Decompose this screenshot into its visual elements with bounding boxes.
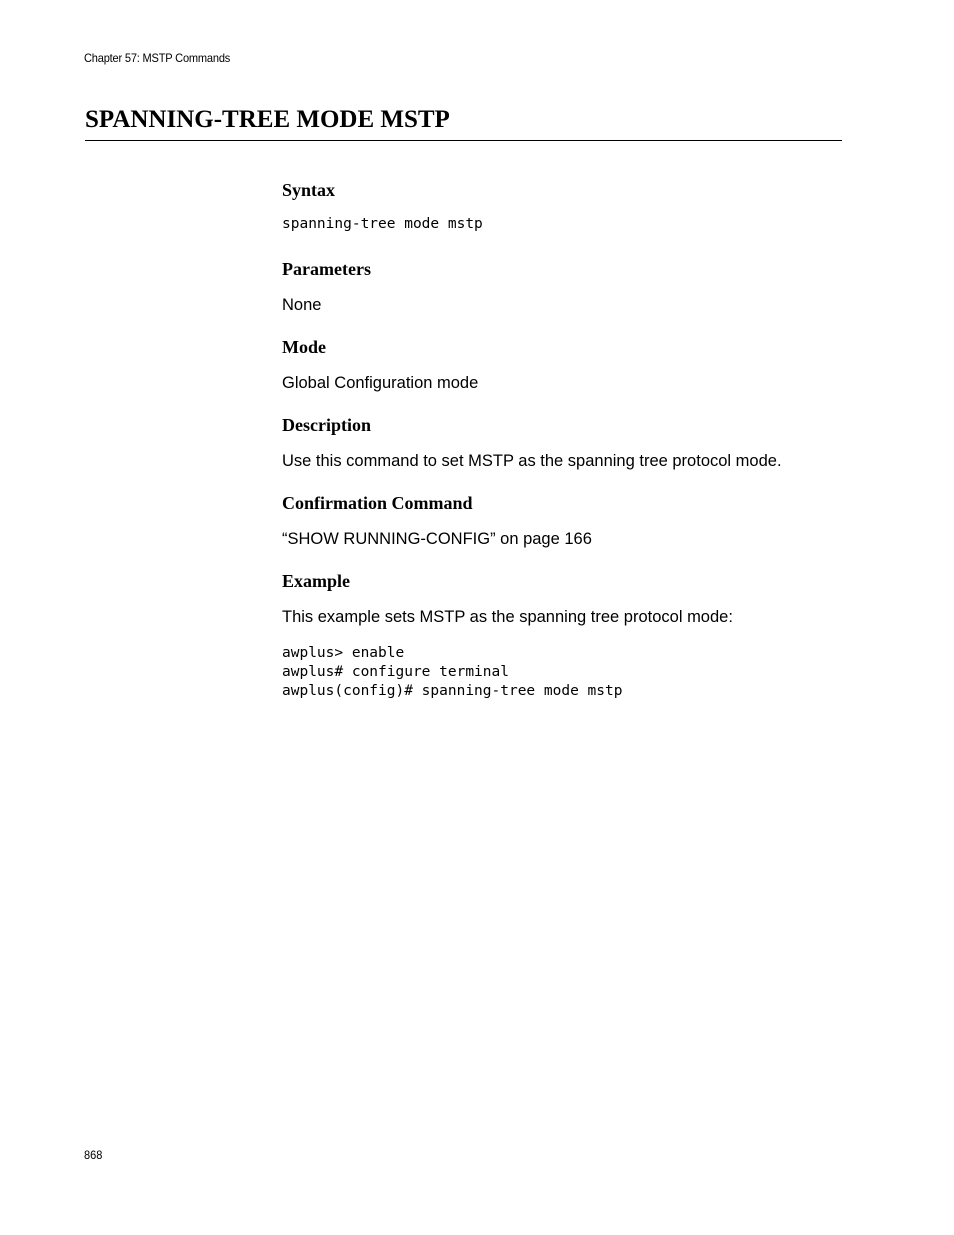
- syntax-heading: Syntax: [282, 180, 336, 200]
- description-heading: Description: [282, 415, 371, 435]
- parameters-heading: Parameters: [282, 259, 371, 279]
- title-rule: [85, 140, 842, 141]
- example-code-line: awplus(config)# spanning-tree mode mstp: [282, 683, 623, 699]
- confirmation-section: [282, 491, 842, 550]
- running-head: Chapter 57: MSTP Commands: [84, 51, 231, 65]
- page-number: 868: [84, 1148, 103, 1162]
- description-section: [282, 413, 842, 472]
- parameters-section: [282, 257, 842, 316]
- mode-text: Global Configuration mode: [282, 374, 479, 392]
- confirmation-link[interactable]: “SHOW RUNNING-CONFIG” on page 166: [282, 530, 592, 548]
- example-code-line: awplus# configure terminal: [282, 664, 509, 680]
- example-heading: Example: [282, 571, 351, 591]
- syntax-code: spanning-tree mode mstp: [282, 216, 483, 232]
- example-code-line: awplus> enable: [282, 645, 405, 661]
- syntax-section: [282, 178, 842, 234]
- example-text: This example sets MSTP as the spanning tree protocol mode:: [282, 608, 733, 626]
- page-title: SPANNING-TREE MODE MSTP: [85, 106, 450, 133]
- command-content: [282, 178, 842, 701]
- confirmation-heading: Confirmation Command: [282, 493, 473, 513]
- description-text: Use this command to set MSTP as the spanning tree protocol mode.: [282, 452, 782, 470]
- example-section: [282, 569, 842, 701]
- example-code-block: [282, 644, 842, 701]
- parameters-text: None: [282, 296, 322, 314]
- mode-heading: Mode: [282, 337, 326, 357]
- mode-section: [282, 335, 842, 394]
